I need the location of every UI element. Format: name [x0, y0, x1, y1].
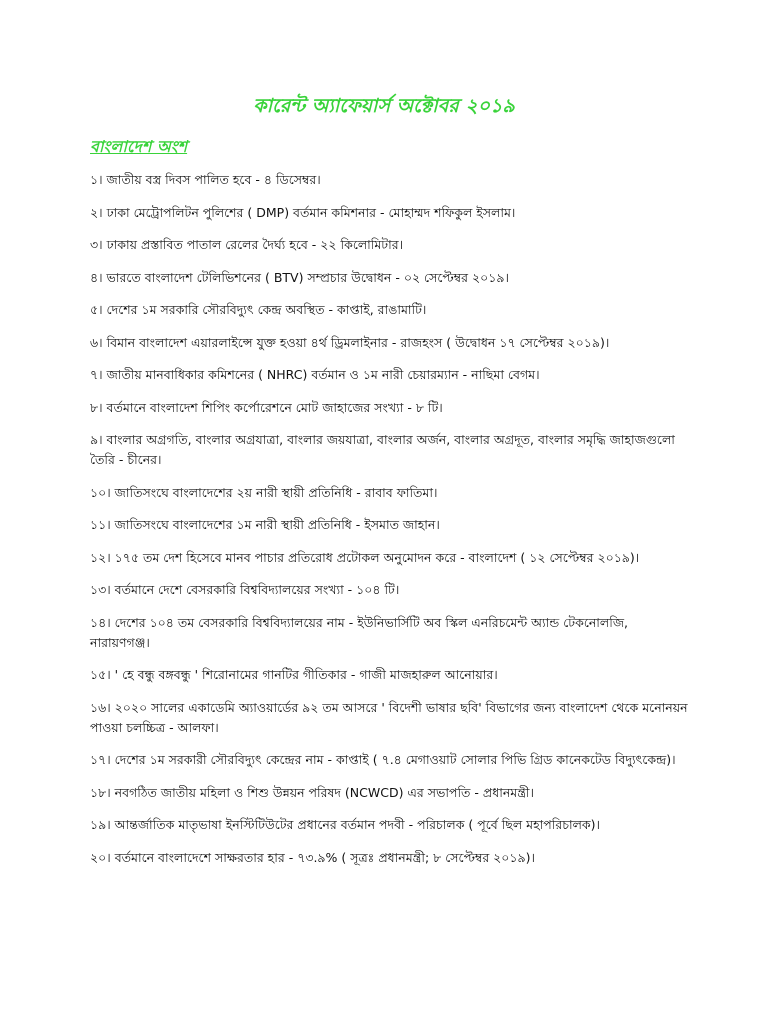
list-item: ১৪। দেশের ১০৪ তম বেসরকারি বিশ্ববিদ্যালয়ের নাম - ইউনিভার্সিটি অব স্কিল এনরিচমেন্ট অ্যান্ড টেকনোলজি, নারায়ণগঞ্জ।	[90, 614, 628, 650]
list-item: ২। ঢাকা মেট্রোপলিটন পুলিশের ( DMP) বর্তমান কমিশনার - মোহাম্মদ শফিকুল ইসলাম।	[90, 204, 516, 220]
list-item: ৭। জাতীয় মানবাধিকার কমিশনের ( NHRC) বর্তমান ও ১ম নারী চেয়ারম্যান - নাছিমা বেগম।	[90, 367, 540, 382]
list-item: ৩। ঢাকায় প্রস্তাবিত পাতাল রেলের দৈর্ঘ্য হবে - ২২ কিলোমিটার।	[90, 237, 404, 252]
list-item: ১৭। দেশের ১ম সরকারী সৌরবিদ্যুৎ কেন্দ্রের নাম - কাপ্তাই ( ৭.৪ মেগাওয়াট সোলার পিভি গ্রিড কানেকটেড বিদ্যুৎকেন্দ্র)।	[90, 752, 676, 767]
list-item: ১১। জাতিসংঘে বাংলাদেশের ১ম নারী স্থায়ী প্রতিনিধি - ইসমাত জাহান।	[90, 517, 440, 532]
list-item: ১৮। নবগঠিত জাতীয় মহিলা ও শিশু উন্নয়ন পরিষদ (NCWCD) এর সভাপতি - প্রধানমন্ত্রী।	[90, 784, 534, 800]
document-title: কারেন্ট অ্যাফেয়ার্স অক্টোবর ২০১৯	[253, 95, 515, 117]
list-item: ৫। দেশের ১ম সরকারি সৌরবিদ্যুৎ কেন্দ্র অবস্থিত - কাপ্তাই, রাঙামাটি।	[90, 302, 427, 317]
list-item: ১৬। ২০২০ সালের একাডেমি অ্যাওয়ার্ডের ৯২ তম আসরে ' বিদেশী ভাষার ছবি' বিভাগের জন্য বাংলাদেশ থেকে মনোনয়ন পাওয়া চলচ্চিত্র - আলফা।	[90, 699, 688, 735]
list-item: ৮। বর্তমানে বাংলাদেশ শিপিং কর্পোরেশনে মোট জাহাজের সংখ্যা - ৮ টি।	[90, 399, 443, 415]
section-heading: বাংলাদেশ অংশ	[90, 137, 188, 156]
facts-list	[90, 170, 690, 880]
list-item: ৪। ভারতে বাংলাদেশ টেলিভিশনের ( BTV) সম্প্রচার উদ্বোধন - ০২ সেপ্টেম্বর ২০১৯।	[90, 269, 509, 285]
list-item: ১৯। আন্তর্জাতিক মাতৃভাষা ইনস্টিটিউটের প্রধানের বর্তমান পদবী - পরিচালক ( পূর্বে ছিল মহাপরিচালক)।	[90, 817, 600, 832]
list-item: ২০। বর্তমানে বাংলাদেশে সাক্ষরতার হার - ৭৩.৯% ( সূত্রঃ প্রধানমন্ত্রী; ৮ সেপ্টেম্বর ২০১৯)।	[90, 849, 535, 865]
list-item: ১০। জাতিসংঘে বাংলাদেশের ২য় নারী স্থায়ী প্রতিনিধি - রাবাব ফাতিমা।	[90, 484, 438, 500]
list-item: ১৩। বর্তমানে দেশে বেসরকারি বিশ্ববিদ্যালয়ের সংখ্যা - ১০৪ টি।	[90, 582, 400, 597]
list-item: ৬। বিমান বাংলাদেশ এয়ারলাইন্সে যুক্ত হওয়া ৪র্থ ড্রিমলাইনার - রাজহংস ( উদ্বোধন ১৭ সেপ্টেম্বর ২০১৯)।	[90, 334, 610, 350]
list-item: ১২। ১৭৫ তম দেশ হিসেবে মানব পাচার প্রতিরোধ প্রটোকল অনুমোদন করে - বাংলাদেশ ( ১২ সেপ্টেম্বর ২০১৯)।	[90, 549, 640, 565]
list-item: ৯। বাংলার অগ্রগতি, বাংলার অগ্রযাত্রা, বাংলার জয়যাত্রা, বাংলার অর্জন, বাংলার অগ্রদূত, বাংলার সমৃদ্ধি জাহাজগুলো তৈরি - চীনের।	[90, 432, 675, 467]
list-item: ১। জাতীয় বস্ত্র দিবস পালিত হবে - ৪ ডিসেম্বর।	[90, 172, 321, 187]
list-item: ১৫। ' হে বন্ধু বঙ্গবন্ধু ' শিরোনামের গানটির গীতিকার - গাজী মাজহারুল আনোয়ার।	[90, 667, 498, 682]
